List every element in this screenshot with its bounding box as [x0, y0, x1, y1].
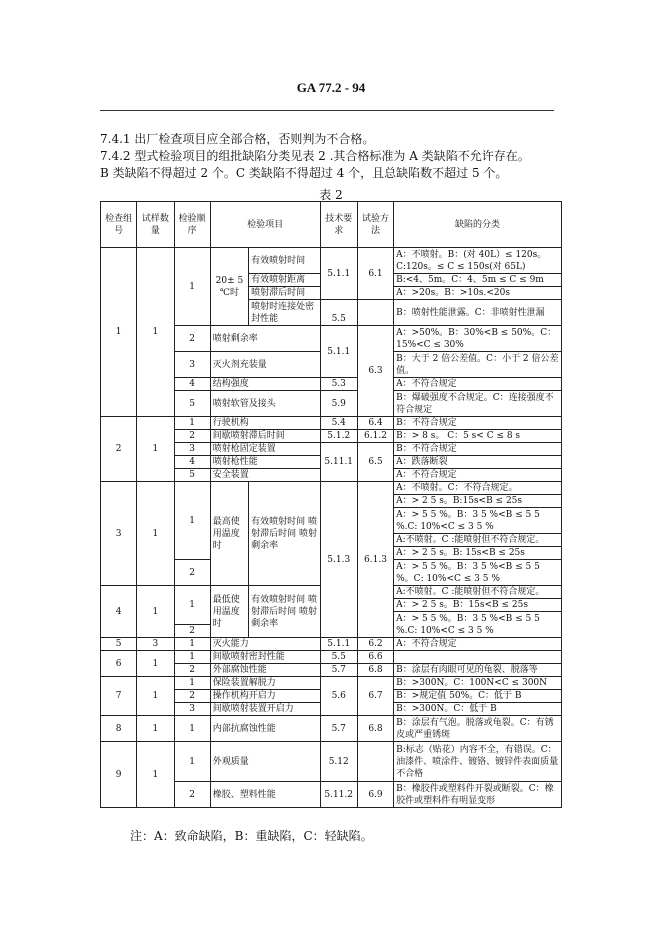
- cell-tech: 5.9: [320, 391, 357, 417]
- cell-defect: B：涂层有肉眼可见的龟裂、脱落等: [394, 664, 562, 677]
- cell-group: 6: [101, 651, 137, 677]
- cell-order: 1: [174, 716, 210, 742]
- cell-method-empty: [357, 742, 393, 782]
- cell-method: 6.2: [357, 638, 393, 651]
- cell-order: 1: [174, 248, 210, 326]
- cell-defect: A：> 5 5 %。B：3 5 %<B ≤ 5 5 %.C: 10%<C ≤ 3 5 %: [394, 612, 562, 638]
- cell-order: 1: [174, 651, 210, 664]
- cell-order: 3: [174, 443, 210, 456]
- cell-method-empty: [357, 300, 393, 326]
- cell-order: 1: [174, 586, 210, 625]
- cell-defect: B：>300N。C：100N<C ≤ 300N: [394, 677, 562, 690]
- cell-sample: 1: [137, 716, 174, 742]
- cell-method: 6.1.2: [357, 430, 393, 443]
- cell-defect: A：> 2 5 s。B:15s<B ≤ 25s: [394, 495, 562, 508]
- cell-tech: 5.7: [320, 716, 357, 742]
- cell-item: 喷射剩余率: [210, 326, 320, 352]
- cell-tech: 5.1.3: [320, 482, 357, 638]
- cell-order: 4: [174, 378, 210, 391]
- cell-tech: 5.3: [320, 378, 357, 391]
- cell-tech: 5.1.1: [320, 638, 357, 651]
- cell-sample: 1: [137, 248, 174, 417]
- header-tech: 技术要求: [320, 202, 357, 248]
- cell-defect: B：不符合规定: [394, 443, 562, 456]
- cell-sample: 1: [137, 677, 174, 716]
- cell-order: 2: [174, 625, 210, 638]
- paragraph-7-4-1: 7.4.1 出厂检查项目应全部合格，否则判为不合格。: [100, 132, 375, 146]
- cell-defect: A：不符合规定: [394, 378, 562, 391]
- cell-defect: A：> 5 5 %。B：3 5 %<B ≤ 5 5 %。C: 10%<C ≤ 3 5 %: [394, 560, 562, 586]
- cell-tech: 5.11.2: [320, 782, 357, 808]
- cell-item: 橡胶、塑料性能: [210, 782, 320, 808]
- cell-defect: B：>300N。C：低于 B: [394, 703, 562, 716]
- cell-item: 间歇喷射滞后时间: [210, 430, 320, 443]
- cell-defect: B：橡胶件或塑料件开裂或断裂。C：橡胶件或塑料件有明显变形: [394, 782, 562, 808]
- defect-classification-table: [100, 201, 562, 808]
- header-order: 检验顺序: [174, 202, 210, 248]
- cell-group: 3: [101, 482, 137, 586]
- cell-item: 喷射软管及接头: [210, 391, 320, 417]
- cell-defect: A：> 5 5 %。B：3 5 %<B ≤ 5 5 %.C: 10%<C ≤ 3 5 %: [394, 508, 562, 534]
- header-method: 试验方法: [357, 202, 393, 248]
- cell-item: 外部腐蚀性能: [210, 664, 320, 677]
- cell-condition: 20± 5 ℃时: [210, 248, 248, 326]
- table-row: [101, 482, 562, 495]
- table-note: 注：A：致命缺陷，B：重缺陷，C：轻缺陷。: [130, 829, 373, 843]
- cell-defect: B：涂层有气泡。脱落或龟裂。C：有锈皮或严重锈斑: [394, 716, 562, 742]
- cell-order: 3: [174, 703, 210, 716]
- cell-item: 结构强度: [210, 378, 320, 391]
- cell-method: 6.9: [357, 782, 393, 808]
- table-row: [101, 716, 562, 742]
- cell-order: 1: [174, 638, 210, 651]
- cell-defect: A：>50%。B：30%<B ≤ 50%。C：15%<C ≤ 30%: [394, 326, 562, 352]
- table-caption: 表 2: [319, 188, 343, 202]
- cell-order: 3: [174, 352, 210, 378]
- cell-tech: 5.7: [320, 664, 357, 677]
- cell-defect: B：>规定值 50%。C：低于 B: [394, 690, 562, 703]
- cell-order: 4: [174, 456, 210, 469]
- paragraph-7-4-2-cont: B 类缺陷不得超过 2 个。C 类缺陷不得超过 4 个，且总缺陷数不超过 5 个。: [100, 166, 508, 180]
- cell-sample: 3: [137, 638, 174, 651]
- cell-defect: B：不符合规定: [394, 417, 562, 430]
- cell-defect-empty: [394, 651, 562, 664]
- cell-defect: B：> 8 s。 C：5 s< C ≤ 8 s: [394, 430, 562, 443]
- cell-item: 外观质量: [210, 742, 320, 782]
- cell-method: 6.6: [357, 651, 393, 664]
- cell-defect: A：跌落断裂: [394, 456, 562, 469]
- cell-condition: 最低使用温度时: [210, 586, 248, 638]
- cell-defect: A：> 2 5 s。B: 15s<B ≤ 25s: [394, 547, 562, 560]
- paragraph-7-4-2: 7.4.2 型式检验项目的组批缺陷分类见表 2 .其合格标准为 A 类缺陷不允许存在。: [100, 149, 530, 163]
- cell-defect: B:标志（贴花）内容不全，有错误。C：油漆件、喷涂件、镀铬、镀锌件表面质量不合格: [394, 742, 562, 782]
- cell-item: 有效喷射时间: [249, 248, 320, 274]
- table-row: [101, 248, 562, 274]
- cell-item: 有效喷射时间 喷射滞后时间 喷射剩余率: [249, 586, 320, 638]
- cell-tech: 5.1.1: [320, 248, 357, 300]
- page-header: GA 77.2 - 94: [296, 80, 366, 95]
- cell-item: 内部抗腐蚀性能: [210, 716, 320, 742]
- cell-method: 6.5: [357, 443, 393, 482]
- cell-defect: A：不喷射。C：不符合规定。: [394, 482, 562, 495]
- cell-sample: 1: [137, 586, 174, 638]
- cell-method: 6.4: [357, 417, 393, 430]
- cell-tech: 5.12: [320, 742, 357, 782]
- cell-group: 2: [101, 417, 137, 482]
- cell-item: 间歇喷射装置开启力: [210, 703, 320, 716]
- cell-tech: 5.6: [320, 677, 357, 716]
- cell-item: 喷射滞后时间: [249, 287, 320, 300]
- header-defect: 缺陷的分类: [394, 202, 562, 248]
- cell-tech: 5.1.2: [320, 430, 357, 443]
- cell-group: 5: [101, 638, 137, 651]
- table-row: [101, 651, 562, 664]
- cell-item: 间歇喷射密封性能: [210, 651, 320, 664]
- table-header-row: [101, 202, 562, 248]
- cell-item: 有效喷射时间 喷射滞后时间 喷射剩余率: [249, 482, 320, 586]
- cell-defect: B：大于 2 倍公差值。C：小于 2 倍公差值。: [394, 352, 562, 378]
- cell-group: 1: [101, 248, 137, 417]
- cell-group: 7: [101, 677, 137, 716]
- cell-item: 操作机构开启力: [210, 690, 320, 703]
- cell-method: 6.8: [357, 664, 393, 677]
- cell-group: 8: [101, 716, 137, 742]
- cell-order: 2: [174, 782, 210, 808]
- cell-method: 6.1: [357, 248, 393, 300]
- table-row: [101, 742, 562, 782]
- cell-defect: A:不喷射。C :能喷射但不符合规定。: [394, 586, 562, 599]
- cell-order: 1: [174, 742, 210, 782]
- cell-tech: 5.4: [320, 417, 357, 430]
- cell-item: 喷射枪固定装置: [210, 443, 320, 456]
- cell-defect: A：不符合规定: [394, 469, 562, 482]
- cell-method: 6.1.3: [357, 482, 393, 638]
- cell-item: 灭火剂充装量: [210, 352, 320, 378]
- cell-item: 喷射时连接处密封性能: [249, 300, 320, 326]
- cell-sample: 1: [137, 417, 174, 482]
- cell-item: 保险装置解脱力: [210, 677, 320, 690]
- header-rule: [100, 110, 554, 111]
- cell-defect: A：不符合规定: [394, 638, 562, 651]
- cell-defect: B:<4、5m。C：4、5m ≤ C ≤ 9m: [394, 274, 562, 287]
- cell-order: 1: [174, 482, 210, 560]
- cell-item: 有效喷射距离: [249, 274, 320, 287]
- cell-tech: 5.1.1: [320, 326, 357, 378]
- cell-method: 6.7: [357, 677, 393, 716]
- cell-tech: 5.5: [320, 300, 357, 326]
- cell-defect: A：> 2 5 s。B：15s<B ≤ 25s: [394, 599, 562, 612]
- cell-condition: 最高使用温度时: [210, 482, 248, 586]
- cell-order: 2: [174, 560, 210, 586]
- cell-sample: 1: [137, 742, 174, 808]
- cell-method: 6.8: [357, 716, 393, 742]
- cell-defect: A:不喷射。C :能喷射但不符合规定。: [394, 534, 562, 547]
- cell-order: 2: [174, 326, 210, 352]
- table-row: [101, 417, 562, 430]
- cell-order: 2: [174, 430, 210, 443]
- cell-sample: 1: [137, 651, 174, 677]
- cell-item: 安全装置: [210, 469, 320, 482]
- cell-order: 1: [174, 417, 210, 430]
- header-sample: 试样数量: [137, 202, 174, 248]
- cell-tech: 5.11.1: [320, 443, 357, 482]
- cell-method: 6.3: [357, 326, 393, 417]
- cell-order: 2: [174, 664, 210, 677]
- header-item: 检验项目: [210, 202, 320, 248]
- cell-tech: 5.5: [320, 651, 357, 664]
- cell-group: 4: [101, 586, 137, 638]
- cell-item: 行驶机构: [210, 417, 320, 430]
- cell-defect: B：爆破强度不合规定。C：连接强度不符合规定: [394, 391, 562, 417]
- table-row: [101, 638, 562, 651]
- header-group: 检查组号: [101, 202, 137, 248]
- cell-order: 5: [174, 391, 210, 417]
- cell-order: 2: [174, 690, 210, 703]
- cell-item: 喷射枪性能: [210, 456, 320, 469]
- cell-defect: A：不喷射。B：(对 40L）≤ 120s。C:120s。≤ C ≤ 150s(对 65L): [394, 248, 562, 274]
- cell-group: 9: [101, 742, 137, 808]
- cell-defect: A：>20s。B：>10s.<20s: [394, 287, 562, 300]
- cell-defect: B：喷射性能泄露。C：非喷射性泄漏: [394, 300, 562, 326]
- cell-order: 5: [174, 469, 210, 482]
- cell-item: 灭火能力: [210, 638, 320, 651]
- table-row: [101, 677, 562, 690]
- cell-sample: 1: [137, 482, 174, 586]
- cell-order: 1: [174, 677, 210, 690]
